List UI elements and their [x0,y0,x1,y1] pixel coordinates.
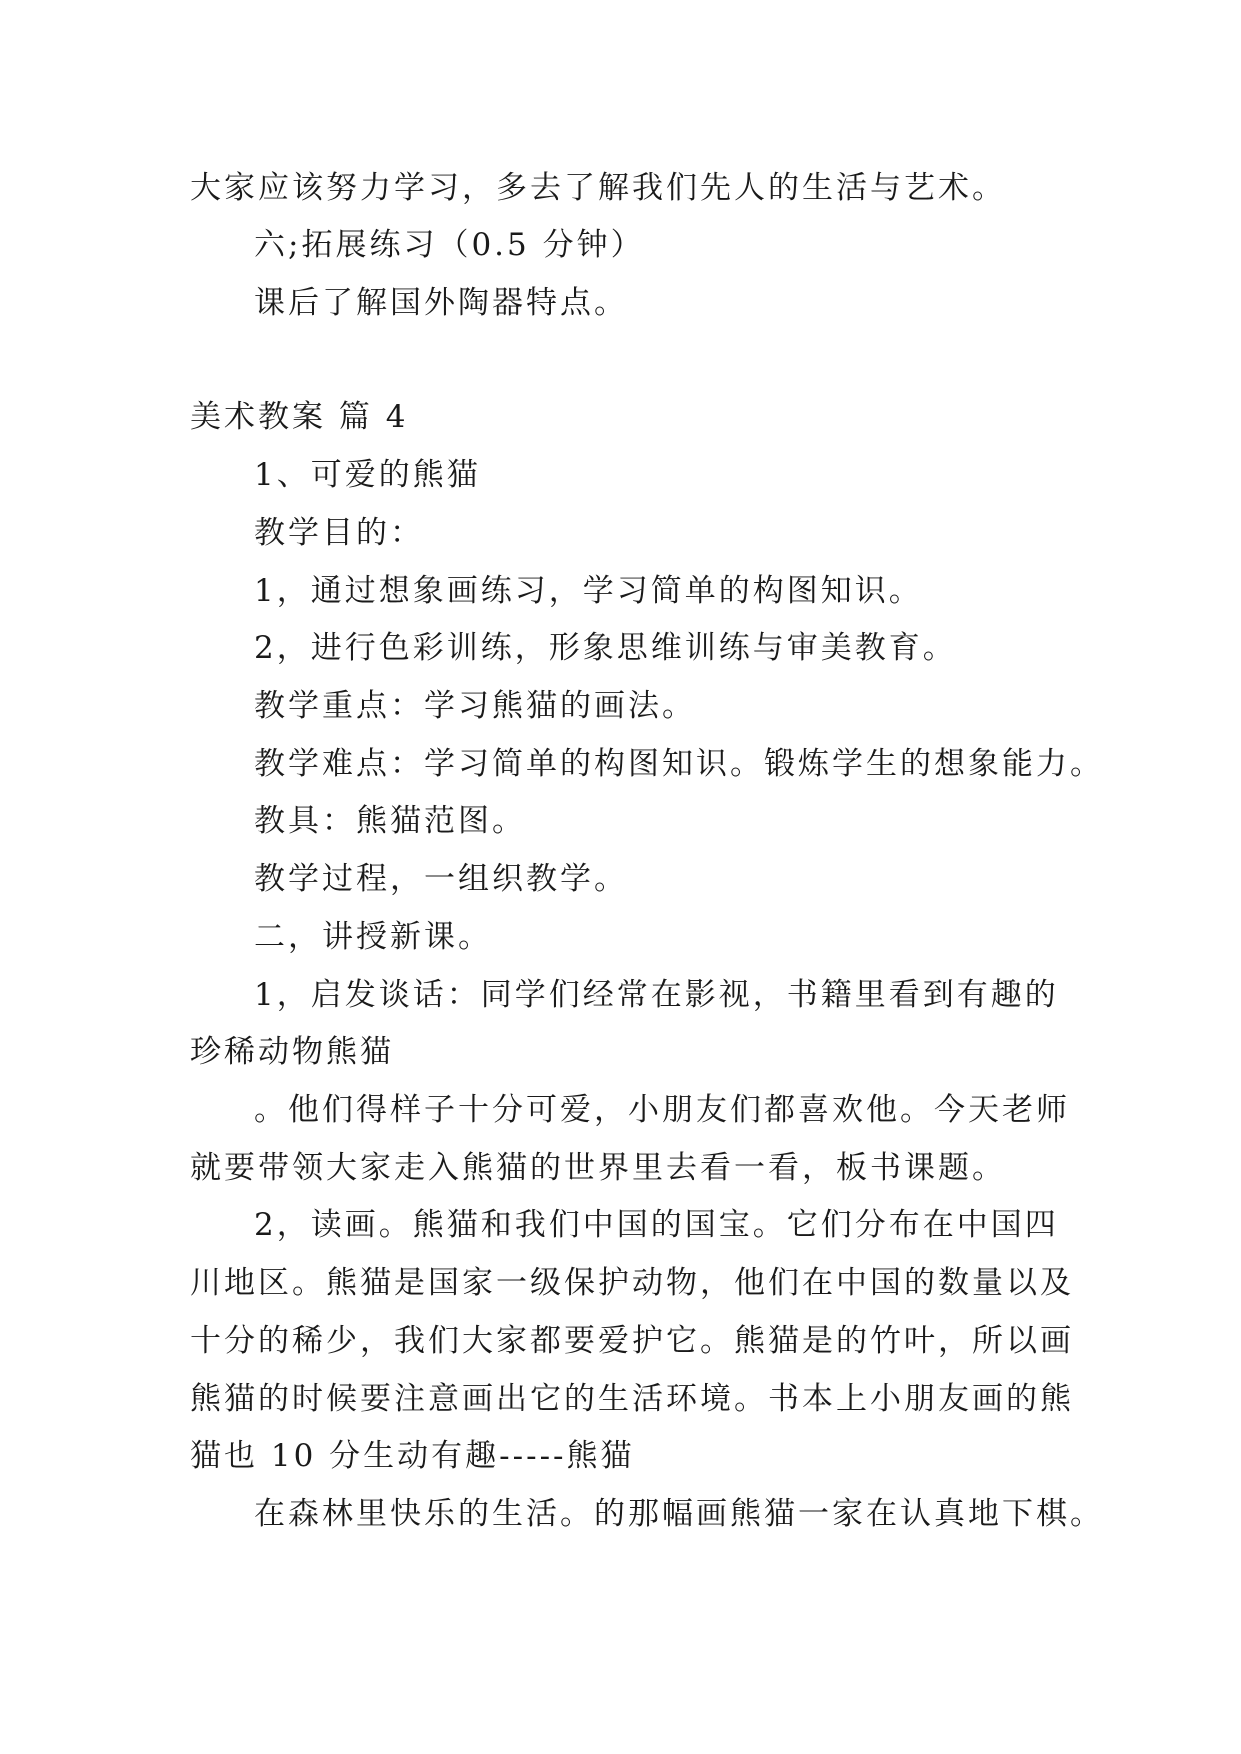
text-line: 珍稀动物熊猫 [190,1034,394,1070]
text-line: 川地区。熊猫是国家一级保护动物，他们在中国的数量以及 [190,1265,1074,1301]
text-line: 猫也 10 分生动有趣-----熊猫 [190,1438,635,1474]
text-line: 1、可爱的熊猫 [254,457,481,493]
text-line: 2，读画。熊猫和我们中国的国宝。它们分布在中国四 [254,1207,1059,1243]
text-line: 十分的稀少，我们大家都要爱护它。熊猫是的竹叶，所以画 [190,1323,1074,1359]
text-line: 2，进行色彩训练，形象思维训练与审美教育。 [254,630,957,666]
text-line: 教具：熊猫范图。 [254,803,526,839]
text-line: 二，讲授新课。 [254,919,492,955]
text-line: 课后了解国外陶器特点。 [254,285,628,321]
text-line: 。他们得样子十分可爱，小朋友们都喜欢他。今天老师 [254,1092,1070,1128]
text-line: 大家应该努力学习，多去了解我们先人的生活与艺术。 [190,170,1006,206]
text-line: 在森林里快乐的生活。的那幅画熊猫一家在认真地下棋。 [254,1496,1104,1532]
text-line: 教学目的： [254,515,424,551]
text-line: 教学重点：学习熊猫的画法。 [254,688,696,724]
text-line: 熊猫的时候要注意画出它的生活环境。书本上小朋友画的熊 [190,1381,1074,1417]
text-line: 1，启发谈话：同学们经常在影视，书籍里看到有趣的 [254,977,1059,1013]
text-line: 教学难点：学习简单的构图知识。锻炼学生的想象能力。 [254,746,1104,782]
text-line: 教学过程，一组织教学。 [254,861,628,897]
text-line: 1，通过想象画练习，学习简单的构图知识。 [254,573,923,609]
section-heading: 美术教案 篇 4 [190,399,409,435]
text-line: 就要带领大家走入熊猫的世界里去看一看，板书课题。 [190,1150,1006,1186]
text-line: 六;拓展练习（0.5 分钟） [254,227,645,263]
